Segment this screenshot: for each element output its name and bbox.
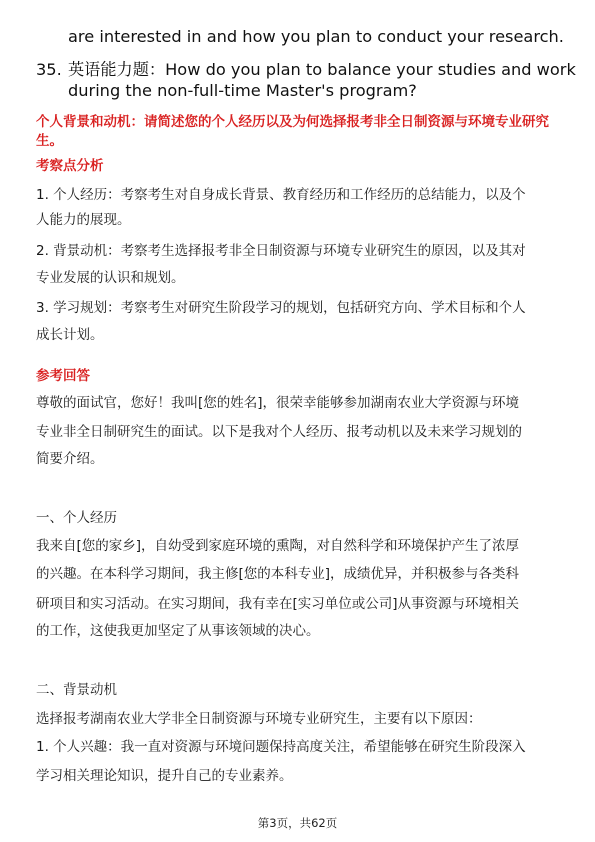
analysis-line: 2. 背景动机：考察考生选择报考非全日制资源与环境专业研究生的原因，以及其对 (36, 243, 526, 259)
question-35-line2: during the non-full-time Master's program? (68, 81, 417, 100)
section2-line: 学习相关理论知识，提升自己的专业素养。 (36, 768, 293, 784)
question-prev-line: are interested in and how you plan to conduct your research. (68, 27, 564, 46)
section1-title: 一、个人经历 (36, 510, 117, 526)
section1-line: 研项目和实习活动。在实习期间，我有幸在[实习单位或公司]从事资源与环境相关 (36, 596, 520, 612)
section2-line: 1. 个人兴趣：我一直对资源与环境问题保持高度关注，希望能够在研究生阶段深入 (36, 739, 526, 755)
section2-title: 二、背景动机 (36, 682, 117, 698)
page-footer: 第3页，共62页 (257, 816, 338, 830)
question-35-text1: 英语能力题：How do you plan to balance your studies and work (68, 60, 576, 79)
analysis-line: 3. 学习规划：考察考生对研究生阶段学习的规划，包括研究方向、学术目标和个人 (36, 300, 526, 316)
answer-intro-line: 简要介绍。 (36, 451, 104, 467)
section1-line: 的兴趣。在本科学习期间，我主修[您的本科专业]，成绩优异，并积极参与各类科 (36, 566, 520, 582)
analysis-line: 人能力的展现。 (36, 212, 131, 228)
red-section-title: 个人背景和动机：请简述您的个人经历以及为何选择报考非全日制资源与环境专业研究生。 (36, 114, 549, 149)
analysis-line: 成长计划。 (36, 327, 104, 343)
section2-line: 选择报考湖南农业大学非全日制资源与环境专业研究生，主要有以下原因： (36, 711, 482, 727)
section1-line: 我来自[您的家乡]，自幼受到家庭环境的熏陶，对自然科学和环境保护产生了浓厚 (36, 538, 520, 554)
section1-line: 的工作，这使我更加坚定了从事该领域的决心。 (36, 623, 320, 639)
question-35-line1 (36, 59, 576, 81)
analysis-line: 专业发展的认识和规划。 (36, 270, 185, 286)
question-number: 35. (36, 60, 62, 79)
answer-intro-line: 专业非全日制研究生的面试。以下是我对个人经历、报考动机以及未来学习规划的 (36, 424, 522, 440)
analysis-heading: 考察点分析 (36, 158, 104, 174)
answer-intro-line: 尊敬的面试官，您好！我叫[您的姓名]，很荣幸能够参加湖南农业大学资源与环境 (36, 395, 520, 411)
answer-heading: 参考回答 (36, 368, 90, 384)
analysis-line: 1. 个人经历：考察考生对自身成长背景、教育经历和工作经历的总结能力，以及个 (36, 187, 526, 203)
